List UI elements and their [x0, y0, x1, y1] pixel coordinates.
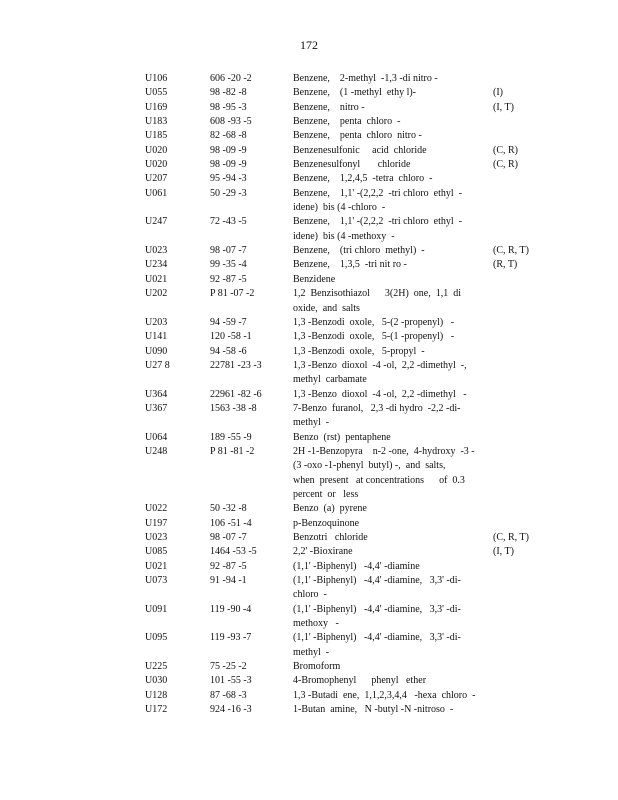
- substance-name: [293, 402, 488, 431]
- waste-code: U225: [145, 661, 168, 673]
- substance-name-line: Benzo (a) pyrene: [293, 503, 367, 515]
- hazard-code: (C, R, T): [493, 532, 529, 544]
- waste-code: U023: [145, 532, 168, 544]
- substance-name-line: methyl carbamate: [293, 374, 367, 386]
- table-row: [0, 703, 618, 717]
- substance-name-line: 7-Benzo furanol, 2,3 -di hydro -2,2 -di-: [293, 402, 461, 414]
- cas-number: 189 -55 -9: [210, 431, 252, 443]
- substance-name-line: chloro -: [293, 589, 327, 601]
- table-row: [0, 359, 618, 388]
- waste-code: U091: [145, 603, 168, 615]
- table-row: [0, 330, 618, 344]
- waste-code: U172: [145, 704, 168, 716]
- substance-name-line: Benzene, penta chloro -: [293, 116, 401, 128]
- table-row: [0, 502, 618, 516]
- hazard-code: (R, T): [493, 259, 518, 271]
- substance-name: [293, 660, 488, 674]
- substance-name: [293, 445, 488, 502]
- waste-code: U185: [145, 130, 168, 142]
- cas-number: 98 -82 -8: [210, 87, 247, 99]
- substance-name-line: Benzene, nitro -: [293, 101, 365, 113]
- hazard-code: (C, R): [493, 144, 518, 156]
- table-row: [0, 574, 618, 603]
- cas-number: 98 -09 -9: [210, 159, 247, 171]
- cas-number: 22781 -23 -3: [210, 359, 262, 371]
- cas-number: 98 -09 -9: [210, 144, 247, 156]
- waste-code: U128: [145, 689, 168, 701]
- hazard-code: (C, R): [493, 159, 518, 171]
- substance-name: [293, 388, 488, 402]
- substance-name-line: when present at concentrations of 0.3: [293, 474, 465, 486]
- substance-name: [293, 603, 488, 632]
- hazardous-waste-table: [0, 72, 618, 717]
- table-row: [0, 129, 618, 143]
- substance-name-line: methyl -: [293, 646, 330, 658]
- cas-number: 22961 -82 -6: [210, 388, 262, 400]
- substance-name-line: 4-Bromophenyl phenyl ether: [293, 675, 427, 687]
- waste-code: U021: [145, 560, 168, 572]
- substance-name-line: Benzene, (tri chloro methyl) -: [293, 245, 425, 257]
- cas-number: 50 -29 -3: [210, 187, 247, 199]
- cas-number: 608 -93 -5: [210, 116, 252, 128]
- hazard-code: (I, T): [493, 101, 514, 113]
- table-row: [0, 287, 618, 316]
- cas-number: 98 -95 -3: [210, 101, 247, 113]
- substance-name: [293, 215, 488, 244]
- waste-code: U073: [145, 575, 168, 587]
- cas-number: 1563 -38 -8: [210, 402, 257, 414]
- cas-number: 82 -68 -8: [210, 130, 247, 142]
- substance-name-line: Benzene, 1,1' -(2,2,2 -tri chloro ethyl -: [293, 187, 462, 199]
- cas-number: 95 -94 -3: [210, 173, 247, 185]
- waste-code: U022: [145, 503, 168, 515]
- waste-code: U020: [145, 159, 168, 171]
- waste-code: U248: [145, 445, 168, 457]
- cas-number: 87 -68 -3: [210, 689, 247, 701]
- substance-name: [293, 703, 488, 717]
- substance-name: [293, 172, 488, 186]
- waste-code: U183: [145, 116, 168, 128]
- table-row: [0, 388, 618, 402]
- substance-name: [293, 273, 488, 287]
- waste-code: U367: [145, 402, 168, 414]
- substance-name-line: 1,2 Benzisothiazol 3(2H) one, 1,1 di: [293, 288, 462, 300]
- substance-name-line: 1,3 -Benzodi oxole, 5-(1 -propenyl) -: [293, 331, 455, 343]
- substance-name: [293, 545, 488, 559]
- waste-code: U020: [145, 144, 168, 156]
- cas-number: 106 -51 -4: [210, 517, 252, 529]
- substance-name: [293, 517, 488, 531]
- table-row: [0, 187, 618, 216]
- substance-name: [293, 287, 488, 316]
- table-row: [0, 660, 618, 674]
- substance-name: [293, 244, 488, 258]
- substance-name-line: 1,3 -Benzodi oxole, 5-propyl -: [293, 345, 425, 357]
- waste-code: U234: [145, 259, 168, 271]
- waste-code: U207: [145, 173, 168, 185]
- substance-name-line: Benzo (rst) pentaphene: [293, 431, 391, 443]
- substance-name-line: oxide, and salts: [293, 302, 360, 314]
- table-row: [0, 674, 618, 688]
- cas-number: 120 -58 -1: [210, 331, 252, 343]
- substance-name: [293, 689, 488, 703]
- table-row: [0, 215, 618, 244]
- table-row: [0, 244, 618, 258]
- substance-name: [293, 631, 488, 660]
- substance-name-line: methoxy -: [293, 618, 339, 630]
- substance-name-line: Benzenesulfonyl chloride: [293, 159, 411, 171]
- substance-name: [293, 72, 488, 86]
- table-row: [0, 172, 618, 186]
- cas-number: 924 -16 -3: [210, 704, 252, 716]
- waste-code: U247: [145, 216, 168, 228]
- cas-number: 1464 -53 -5: [210, 546, 257, 558]
- cas-number: 94 -59 -7: [210, 316, 247, 328]
- table-row: [0, 445, 618, 502]
- substance-name: [293, 144, 488, 158]
- cas-number: P 81 -07 -2: [210, 288, 255, 300]
- table-row: [0, 431, 618, 445]
- table-row: [0, 560, 618, 574]
- table-row: [0, 517, 618, 531]
- substance-name: [293, 86, 488, 100]
- cas-number: 119 -90 -4: [210, 603, 252, 615]
- waste-code: U095: [145, 632, 168, 644]
- substance-name: [293, 345, 488, 359]
- substance-name-line: 2H -1-Benzopyra n-2 -one, 4-hydroxy -3 -: [293, 445, 475, 457]
- cas-number: 50 -32 -8: [210, 503, 247, 515]
- table-row: [0, 316, 618, 330]
- substance-name: [293, 574, 488, 603]
- waste-code: U27 8: [145, 359, 170, 371]
- substance-name-line: (1,1' -Biphenyl) -4,4' -diamine, 3,3' -di-: [293, 603, 461, 615]
- cas-number: 91 -94 -1: [210, 575, 247, 587]
- substance-name-line: 1,3 -Benzo dioxol -4 -ol, 2,2 -dimethyl -: [293, 388, 467, 400]
- substance-name-line: Benzene, 2-methyl -1,3 -di nitro -: [293, 73, 438, 84]
- waste-code: U364: [145, 388, 168, 400]
- waste-code: U055: [145, 87, 168, 99]
- substance-name: [293, 359, 488, 388]
- waste-code: U030: [145, 675, 168, 687]
- cas-number: 94 -58 -6: [210, 345, 247, 357]
- cas-number: 119 -93 -7: [210, 632, 252, 644]
- table-row: [0, 72, 618, 86]
- substance-name-line: idene) bis (4 -methoxy -: [293, 230, 395, 242]
- substance-name-line: Benzene, penta chloro nitro -: [293, 130, 422, 142]
- substance-name-line: Bromoform: [293, 661, 341, 673]
- hazard-code: (I): [493, 87, 503, 99]
- waste-code: U021: [145, 273, 168, 285]
- table-row: [0, 258, 618, 272]
- substance-name: [293, 158, 488, 172]
- substance-name-line: 1,3 -Benzodi oxole, 5-(2 -propenyl) -: [293, 316, 455, 328]
- cas-number: 101 -55 -3: [210, 675, 252, 687]
- cas-number: 92 -87 -5: [210, 560, 247, 572]
- substance-name: [293, 560, 488, 574]
- cas-number: 98 -07 -7: [210, 532, 247, 544]
- cas-number: 99 -35 -4: [210, 259, 247, 271]
- waste-code: U064: [145, 431, 168, 443]
- table-row: [0, 531, 618, 545]
- substance-name: [293, 531, 488, 545]
- waste-code: U169: [145, 101, 168, 113]
- substance-name-line: Benzene, 1,3,5 -tri nit ro -: [293, 259, 407, 271]
- table-row: [0, 86, 618, 100]
- substance-name-line: 1-Butan amine, N -butyl -N -nitroso -: [293, 704, 454, 716]
- substance-name: [293, 101, 488, 115]
- table-row: [0, 101, 618, 115]
- hazard-code: (C, R, T): [493, 245, 529, 257]
- substance-name-line: Benzene, (1 -methyl ethy l)-: [293, 87, 417, 99]
- substance-name: [293, 187, 488, 216]
- substance-name-line: Benzidene: [293, 273, 336, 285]
- table-row: [0, 115, 618, 129]
- table-row: [0, 273, 618, 287]
- table-row: [0, 689, 618, 703]
- waste-code: U202: [145, 288, 168, 300]
- substance-name-line: (1,1' -Biphenyl) -4,4' -diamine, 3,3' -di-: [293, 575, 461, 587]
- cas-number: 92 -87 -5: [210, 273, 247, 285]
- substance-name: [293, 431, 488, 445]
- substance-name-line: 2,2' -Bioxirane: [293, 546, 353, 558]
- table-row: [0, 144, 618, 158]
- waste-code: U085: [145, 546, 168, 558]
- substance-name: [293, 115, 488, 129]
- substance-name: [293, 330, 488, 344]
- table-row: [0, 631, 618, 660]
- cas-number: P 81 -81 -2: [210, 445, 255, 457]
- cas-number: 98 -07 -7: [210, 245, 247, 257]
- table-row: [0, 158, 618, 172]
- table-row: [0, 603, 618, 632]
- substance-name-line: Benzene, 1,1' -(2,2,2 -tri chloro ethyl -: [293, 216, 462, 228]
- waste-code: U061: [145, 187, 168, 199]
- substance-name: [293, 674, 488, 688]
- substance-name: [293, 502, 488, 516]
- substance-name-line: idene) bis (4 -chloro -: [293, 202, 386, 214]
- substance-name: [293, 258, 488, 272]
- substance-name-line: 1,3 -Butadi ene, 1,1,2,3,4,4 -hexa chloro -: [293, 689, 476, 701]
- table-row: [0, 345, 618, 359]
- waste-code: U106: [145, 73, 168, 84]
- substance-name-line: Benzotri chloride: [293, 532, 368, 544]
- substance-name-line: Benzenesulfonic acid chloride: [293, 144, 427, 156]
- waste-code: U203: [145, 316, 168, 328]
- substance-name: [293, 316, 488, 330]
- substance-name-line: percent or less: [293, 488, 359, 500]
- substance-name-line: p-Benzoquinone: [293, 517, 360, 529]
- waste-code: U141: [145, 331, 168, 343]
- substance-name-line: (3 -oxo -1-phenyl butyl) -, and salts,: [293, 460, 446, 472]
- cas-number: 72 -43 -5: [210, 216, 247, 228]
- substance-name-line: 1,3 -Benzo dioxol -4 -ol, 2,2 -dimethyl -,: [293, 359, 467, 371]
- waste-code: U023: [145, 245, 168, 257]
- table-row: [0, 402, 618, 431]
- substance-name-line: (1,1' -Biphenyl) -4,4' -diamine, 3,3' -di-: [293, 632, 461, 644]
- cas-number: 75 -25 -2: [210, 661, 247, 673]
- substance-name: [293, 129, 488, 143]
- substance-name-line: Benzene, 1,2,4,5 -tetra chloro -: [293, 173, 433, 185]
- hazard-code: (I, T): [493, 546, 514, 558]
- table-row: [0, 545, 618, 559]
- page-number: 172: [300, 38, 318, 52]
- waste-code: U197: [145, 517, 168, 529]
- substance-name-line: methyl -: [293, 417, 330, 429]
- cas-number: 606 -20 -2: [210, 73, 252, 84]
- waste-code: U090: [145, 345, 168, 357]
- substance-name-line: (1,1' -Biphenyl) -4,4' -diamine: [293, 560, 420, 572]
